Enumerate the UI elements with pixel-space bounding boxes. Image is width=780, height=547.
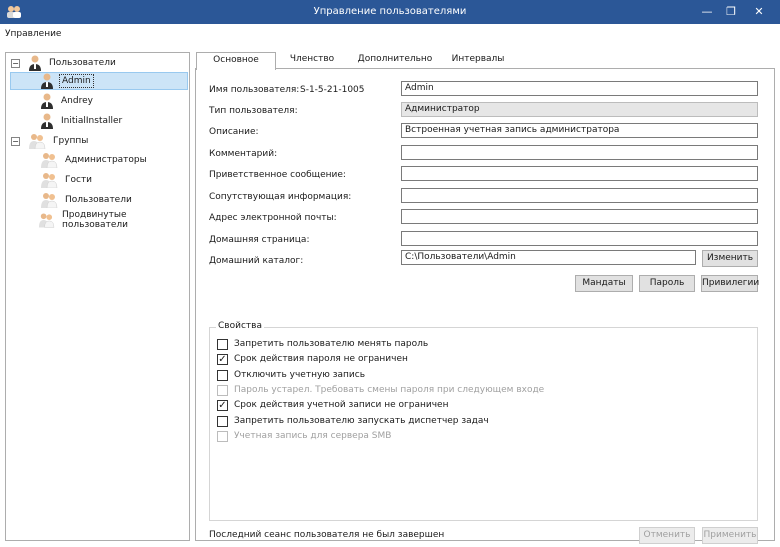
user-icon (40, 73, 54, 89)
checkbox-box[interactable] (217, 370, 228, 381)
checkbox-password-expired (217, 383, 544, 397)
close-icon[interactable]: ✕ (754, 5, 764, 18)
tree-label: Группы (53, 136, 89, 146)
tree-item-initialinstaller[interactable] (10, 112, 124, 130)
title-bar (0, 0, 780, 24)
tree-label: Пользователи (65, 195, 132, 205)
tab-intervals[interactable]: Интервалы (451, 54, 505, 64)
password-button[interactable]: Пароль (639, 275, 695, 292)
welcome-message-label: Приветственное сообщение: (209, 170, 346, 180)
tree-item-group-power-users[interactable] (10, 211, 189, 229)
apply-button[interactable]: Применить (702, 527, 758, 544)
checkbox-label: Запретить пользователю запускать диспетчер задач (234, 416, 489, 426)
group-icon (40, 172, 58, 188)
username-field[interactable]: Admin (401, 81, 758, 96)
comment-label: Комментарий: (209, 149, 278, 159)
collapse-icon[interactable]: − (12, 58, 19, 68)
user-group-tree[interactable] (5, 52, 190, 541)
cancel-button[interactable]: Отменить (639, 527, 695, 544)
user-icon (28, 55, 42, 71)
group-icon (28, 133, 46, 149)
related-info-label: Сопутствующая информация: (209, 192, 352, 202)
checkmark-icon[interactable]: ✓ (218, 353, 227, 365)
checkbox-deny-password-change[interactable] (217, 337, 428, 351)
sid-value: S-1-5-21-1005 (300, 85, 365, 95)
tree-label: Продвинутые пользователи (62, 210, 128, 230)
tree-item-admin[interactable] (10, 72, 188, 90)
username-label: Имя пользователя: (209, 85, 300, 95)
tab-additional[interactable]: Дополнительно (357, 54, 433, 64)
checkbox-label: Запретить пользователю менять пароль (234, 339, 429, 349)
checkbox-account-never-expires[interactable] (217, 398, 448, 412)
menu-bar (0, 24, 780, 44)
checkmark-icon[interactable]: ✓ (218, 399, 227, 411)
tab-general[interactable]: Основное (196, 52, 276, 70)
user-icon (40, 113, 54, 129)
checkbox-password-never-expires[interactable] (217, 352, 408, 366)
user-type-field: Администратор (401, 102, 758, 117)
comment-field[interactable] (401, 145, 758, 160)
window-title: Управление пользователями (313, 6, 467, 17)
user-type-label: Тип пользователя: (209, 106, 298, 116)
welcome-message-field[interactable] (401, 166, 758, 181)
homepage-field[interactable] (401, 231, 758, 246)
home-directory-field[interactable]: C:\Пользователи\Admin (401, 250, 696, 265)
collapse-icon[interactable]: − (12, 136, 19, 146)
tree-label: Гости (65, 175, 93, 185)
checkbox-label: Пароль устарел. Требовать смены пароля при следующем входе (234, 385, 545, 395)
checkbox-box[interactable] (217, 339, 228, 350)
email-label: Адрес электронной почты: (209, 213, 337, 223)
homepage-label: Домашняя страница: (209, 235, 310, 245)
user-icon (40, 93, 54, 109)
tree-label: Администраторы (65, 155, 147, 165)
privileges-button[interactable]: Привилегии (701, 275, 758, 292)
description-label: Описание: (209, 127, 259, 137)
tab-content-general (195, 68, 775, 541)
checkbox-disable-account[interactable] (217, 368, 365, 382)
user-properties-panel (195, 52, 775, 541)
checkbox-label: Отключить учетную запись (234, 370, 366, 380)
checkbox-smb-account (217, 429, 391, 443)
tree-label: Пользователи (49, 58, 116, 68)
session-status-text: Последний сеанс пользователя не был завершен (209, 530, 445, 540)
restore-icon[interactable]: ❐ (726, 5, 736, 18)
mandates-button[interactable]: Мандаты (575, 275, 633, 292)
tree-item-andrey[interactable] (10, 92, 95, 110)
menu-manage[interactable]: Управление (5, 29, 62, 39)
properties-group (209, 321, 758, 521)
description-field[interactable]: Встроенная учетная запись администратора (401, 123, 758, 138)
home-directory-label: Домашний каталог: (209, 256, 304, 266)
checkbox-box (217, 431, 228, 442)
email-field[interactable] (401, 209, 758, 224)
group-icon (40, 152, 58, 168)
checkbox-deny-task-manager[interactable] (217, 414, 489, 428)
tree-item-group-admins[interactable] (10, 151, 149, 169)
tree-label: Andrey (61, 96, 93, 106)
checkbox-box (217, 385, 228, 396)
tree-label: InitialInstaller (61, 116, 123, 126)
properties-legend: Свойства (218, 321, 262, 331)
group-icon (38, 212, 55, 228)
tree-label: Admin (59, 74, 94, 88)
related-info-field[interactable] (401, 188, 758, 203)
minimize-icon[interactable]: — (701, 5, 713, 18)
checkbox-box[interactable] (217, 416, 228, 427)
group-icon (40, 192, 58, 208)
checkbox-label: Срок действия пароля не ограничен (234, 354, 408, 364)
checkbox-label: Учетная запись для сервера SMB (234, 431, 392, 441)
tab-membership[interactable]: Членство (289, 54, 335, 64)
tree-item-group-users[interactable] (10, 191, 134, 209)
tree-node-groups[interactable] (11, 132, 90, 150)
checkbox-label: Срок действия учетной записи не ограничен (234, 400, 449, 410)
change-home-directory-button[interactable]: Изменить (702, 250, 758, 267)
tree-item-group-guests[interactable] (10, 171, 94, 189)
tree-node-users[interactable] (11, 54, 118, 72)
